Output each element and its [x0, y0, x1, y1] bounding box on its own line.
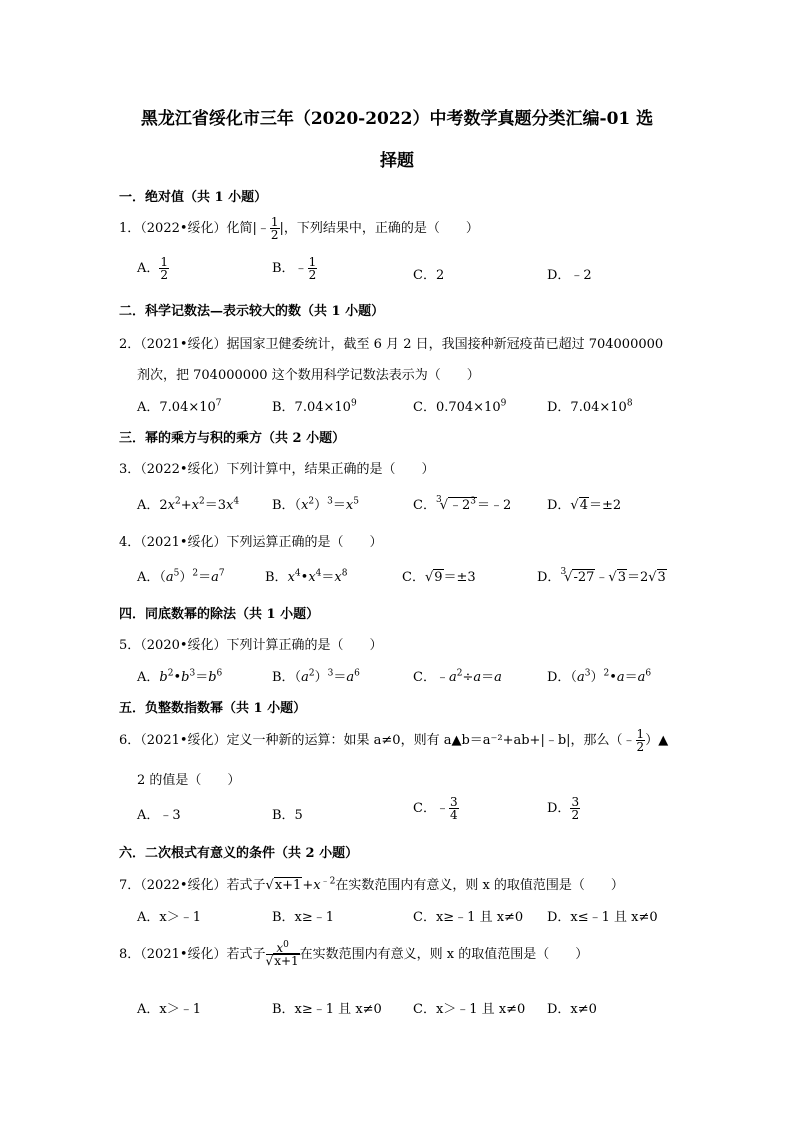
- q7-option-a: A．x＞﹣1: [137, 910, 201, 925]
- section-2-heading: 二．科学记数法—表示较大的数（共 1 小题）: [119, 304, 385, 319]
- q1-option-a: A． $\frac{1}{2}$: [137, 255, 169, 282]
- q2-option-c: C．$0.704\times 10^9$: [413, 398, 507, 415]
- q4-option-a: A．$(a^5)^2=a^7$: [137, 568, 225, 585]
- q6-option-b: B．5: [272, 808, 303, 823]
- q6-option-a: A．﹣3: [137, 808, 181, 823]
- q3-option-b: B．$(x^2)^3=x^5$: [272, 496, 359, 513]
- q5-option-b: B．$(a^2)^3=a^6$: [272, 668, 360, 685]
- question-3: 3．（2022•绥化）下列计算中，结果正确的是（ ）: [119, 462, 435, 477]
- q4-option-b: B．$x^4•x^4=x^8$: [265, 568, 348, 585]
- question-7: 7．（2022•绥化）若式子$√x+1+x^{﹣2}$在实数范围内有意义，则 x 的取值范围是（ ）: [119, 876, 624, 893]
- q3-option-c: C．$^3√﹣2^3=﹣2$: [413, 495, 512, 513]
- question-2-line-1: 2．（2021•绥化）据国家卫健委统计，截至 6 月 2 日，我国接种新冠疫苗已超过 704000000: [119, 337, 664, 352]
- question-6-line-2: 2 的值是（ ）: [137, 773, 241, 788]
- section-3-heading: 三．幂的乘方与积的乘方（共 2 小题）: [119, 431, 346, 446]
- q6-option-d: D． $\frac{3}{2}$: [547, 795, 580, 822]
- q7-option-d: D．x≤﹣1 且 x≠0: [547, 910, 658, 925]
- question-1: 1．（2022•绥化）化简|﹣ $\frac{1}{2}$ |，下列结果中，正确的是（ ）: [119, 215, 479, 242]
- q1-option-b: B．﹣ $\frac{1}{2}$: [272, 255, 317, 282]
- title-line-1: 黑龙江省绥化市三年（2020-2022）中考数学真题分类汇编-01 选: [140, 109, 654, 129]
- q3-option-d: D．√4＝±2: [547, 498, 622, 513]
- q4-option-c: C．√9＝±3: [402, 570, 476, 585]
- q2-option-a: A．$7.04\times 10^7$: [137, 398, 222, 415]
- question-2-line-2: 剂次，把 704000000 这个数用科学记数法表示为（ ）: [137, 368, 480, 383]
- question-5: 5．（2020•绥化）下列计算正确的是（ ）: [119, 638, 383, 653]
- section-1-heading: 一．绝对值（共 1 小题）: [119, 190, 268, 205]
- section-4-heading: 四．同底数幂的除法（共 1 小题）: [119, 607, 320, 622]
- q8-option-c: C．x＞﹣1 且 x≠0: [413, 1002, 526, 1017]
- question-8: 8．（2021•绥化）若式子 $\frac{x^0}{√x+1}$ 在实数范围内有意义，则 x 的取值范围是（ ）: [119, 940, 589, 968]
- question-4: 4．（2021•绥化）下列运算正确的是（ ）: [119, 535, 383, 550]
- q3-option-a: A．$2x^2+x^2=3x^4$: [137, 496, 240, 513]
- q7-option-c: C．x≥﹣1 且 x≠0: [413, 910, 524, 925]
- q5-option-a: A．$b^2•b^3=b^6$: [137, 668, 223, 685]
- title-line-2: 择题: [380, 151, 414, 171]
- q4-option-d: D．$^3$√-27﹣√3＝2√3: [537, 567, 666, 585]
- q8-option-a: A．x＞﹣1: [137, 1002, 201, 1017]
- q1-option-c: C．2: [413, 268, 445, 283]
- q6-option-c: C．﹣ $\frac{3}{4}$: [413, 795, 458, 822]
- q8-option-d: D．x≠0: [547, 1002, 597, 1017]
- q1-option-d: D．﹣2: [547, 268, 592, 283]
- q5-option-c: C．$﹣a^2\div a=a$: [413, 668, 502, 685]
- q2-option-d: D．$7.04\times 10^8$: [547, 398, 633, 415]
- q7-option-b: B．x≥﹣1: [272, 910, 335, 925]
- q5-option-d: D．$(a^3)^2•a=a^6$: [547, 668, 652, 685]
- question-6-line-1: 6．（2021•绥化）定义一种新的运算：如果 a≠0，则有 a▲b＝a⁻²+ab+|﹣b|，那么（﹣ $\frac{1}{2}$ ）▲: [119, 727, 669, 754]
- section-5-heading: 五．负整数指数幂（共 1 小题）: [119, 701, 307, 716]
- q8-option-b: B．x≥﹣1 且 x≠0: [272, 1002, 382, 1017]
- q2-option-b: B．$7.04\times 10^9$: [272, 398, 357, 415]
- section-6-heading: 六．二次根式有意义的条件（共 2 小题）: [119, 846, 359, 861]
